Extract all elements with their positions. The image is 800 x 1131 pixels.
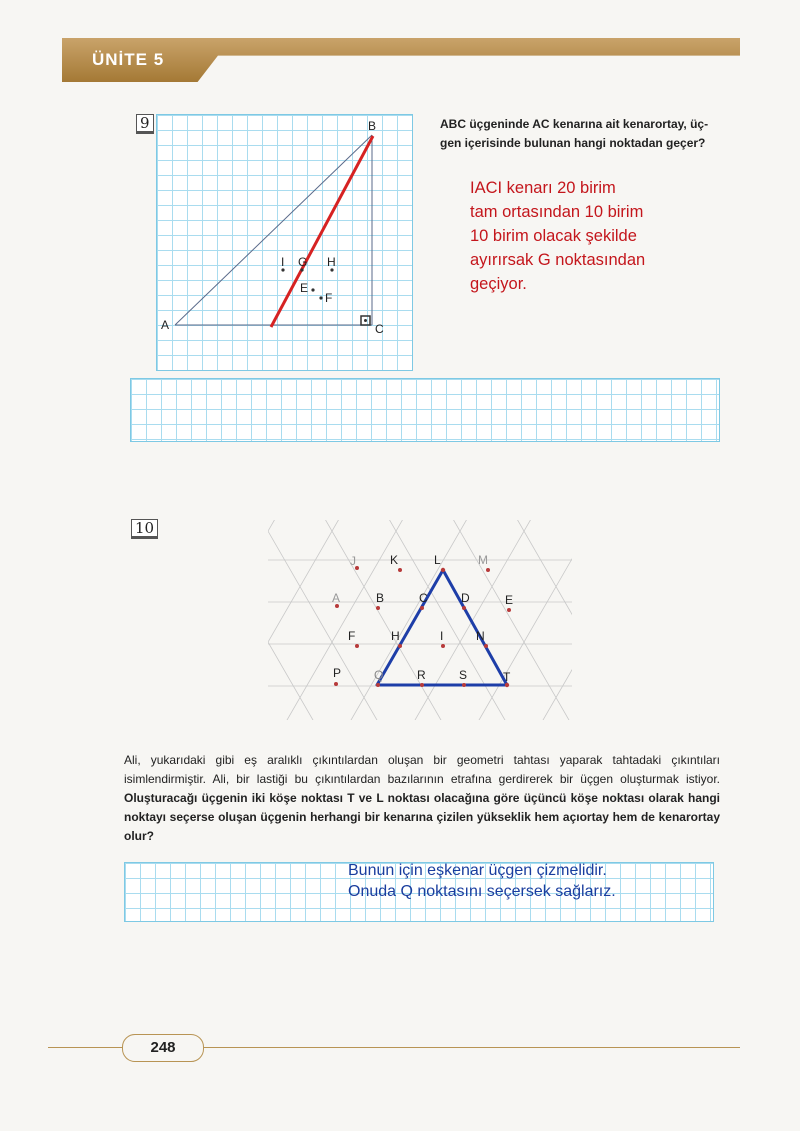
answer-9-line-1: IACI kenarı 20 birim (470, 179, 616, 197)
label-a: A (161, 318, 170, 332)
label-i: I (281, 255, 285, 269)
answer-9-line-2: tam ortasından 10 birim (470, 203, 644, 221)
question-10-handwritten-answer (348, 860, 616, 902)
peg-c (420, 606, 424, 610)
peg-s (462, 683, 466, 687)
question-10-number: 10 (131, 519, 158, 539)
label-e: E (505, 593, 514, 607)
label-f: F (348, 629, 356, 643)
label-d: D (461, 591, 470, 605)
label-f: F (325, 291, 333, 305)
label-a: A (332, 591, 341, 605)
label-i: I (440, 629, 444, 643)
question-10-plain: Ali, yukarıdaki gibi eş aralıklı çıkıntılardan oluşan bir geometri tahtası yaparak tahtadaki çıkıntıları isimlendirmiştir. Ali, bir lastiği bu çıkıntılardan bazılarının etrafına gerdirerek bir üçgen oluşturmak istiyor. (124, 753, 720, 786)
page-number: 248 (122, 1034, 204, 1062)
answer-10-line-1: Bunun için eşkenar üçgen çizmelidir. (348, 862, 607, 879)
label-g: G (298, 255, 308, 269)
unit-title: ÜNİTE 5 (92, 50, 165, 69)
label-h: H (327, 255, 336, 269)
peg-q (376, 683, 380, 687)
answer-9-line-4: ayırırsak G noktasından (470, 251, 646, 269)
label-m: M (478, 553, 488, 567)
label-b: B (376, 591, 385, 605)
peg-r (420, 683, 424, 687)
answer-10-line-2: Onuda Q noktasını seçersek sağlarız. (348, 883, 616, 900)
footer-line-left (48, 1047, 124, 1048)
label-b: B (368, 119, 377, 133)
peg-k (398, 568, 402, 572)
label-h: H (391, 629, 400, 643)
peg-n (484, 644, 488, 648)
footer-line-right (202, 1047, 740, 1048)
label-p: P (333, 666, 342, 680)
peg-d (462, 606, 466, 610)
peg-m (486, 568, 490, 572)
label-s: S (459, 668, 468, 682)
peg-f (355, 644, 359, 648)
drawn-triangle (377, 570, 507, 685)
question-9-line-2: gen içerisinde bulunan hangi noktadan geçer? (440, 136, 706, 150)
question-10-bold: Oluşturacağı üçgenin iki köşe noktası T ve L noktası olacağına göre üçüncü köşe noktası olarak hangi noktayı seçerse oluşan üçgenin herhangi bir kenarına çizilen yükseklik hem açıortay hem de kenarortay olur? (124, 791, 720, 843)
label-q: Q (374, 668, 384, 682)
label-t: T (503, 670, 511, 684)
label-c: C (375, 322, 384, 336)
peg-l (441, 568, 445, 572)
label-l: L (434, 553, 441, 567)
question-9-line-1: ABC üçgeninde AC kenarına ait kenarortay, üç- (440, 117, 709, 131)
peg-e (507, 608, 511, 612)
question-10-text (124, 751, 720, 846)
label-k: K (390, 553, 399, 567)
label-r: R (417, 668, 426, 682)
peg-b (376, 606, 380, 610)
label-j: J (350, 554, 356, 568)
question-9-number: 9 (136, 114, 154, 134)
label-c: C (419, 591, 428, 605)
peg-h (398, 644, 402, 648)
peg-i (441, 644, 445, 648)
answer-9-line-3: 10 birim olacak şekilde (470, 227, 637, 245)
label-n: N (476, 629, 485, 643)
answer-9-line-5: geçiyor. (470, 275, 527, 293)
label-e: E (300, 281, 309, 295)
peg-p (334, 682, 338, 686)
